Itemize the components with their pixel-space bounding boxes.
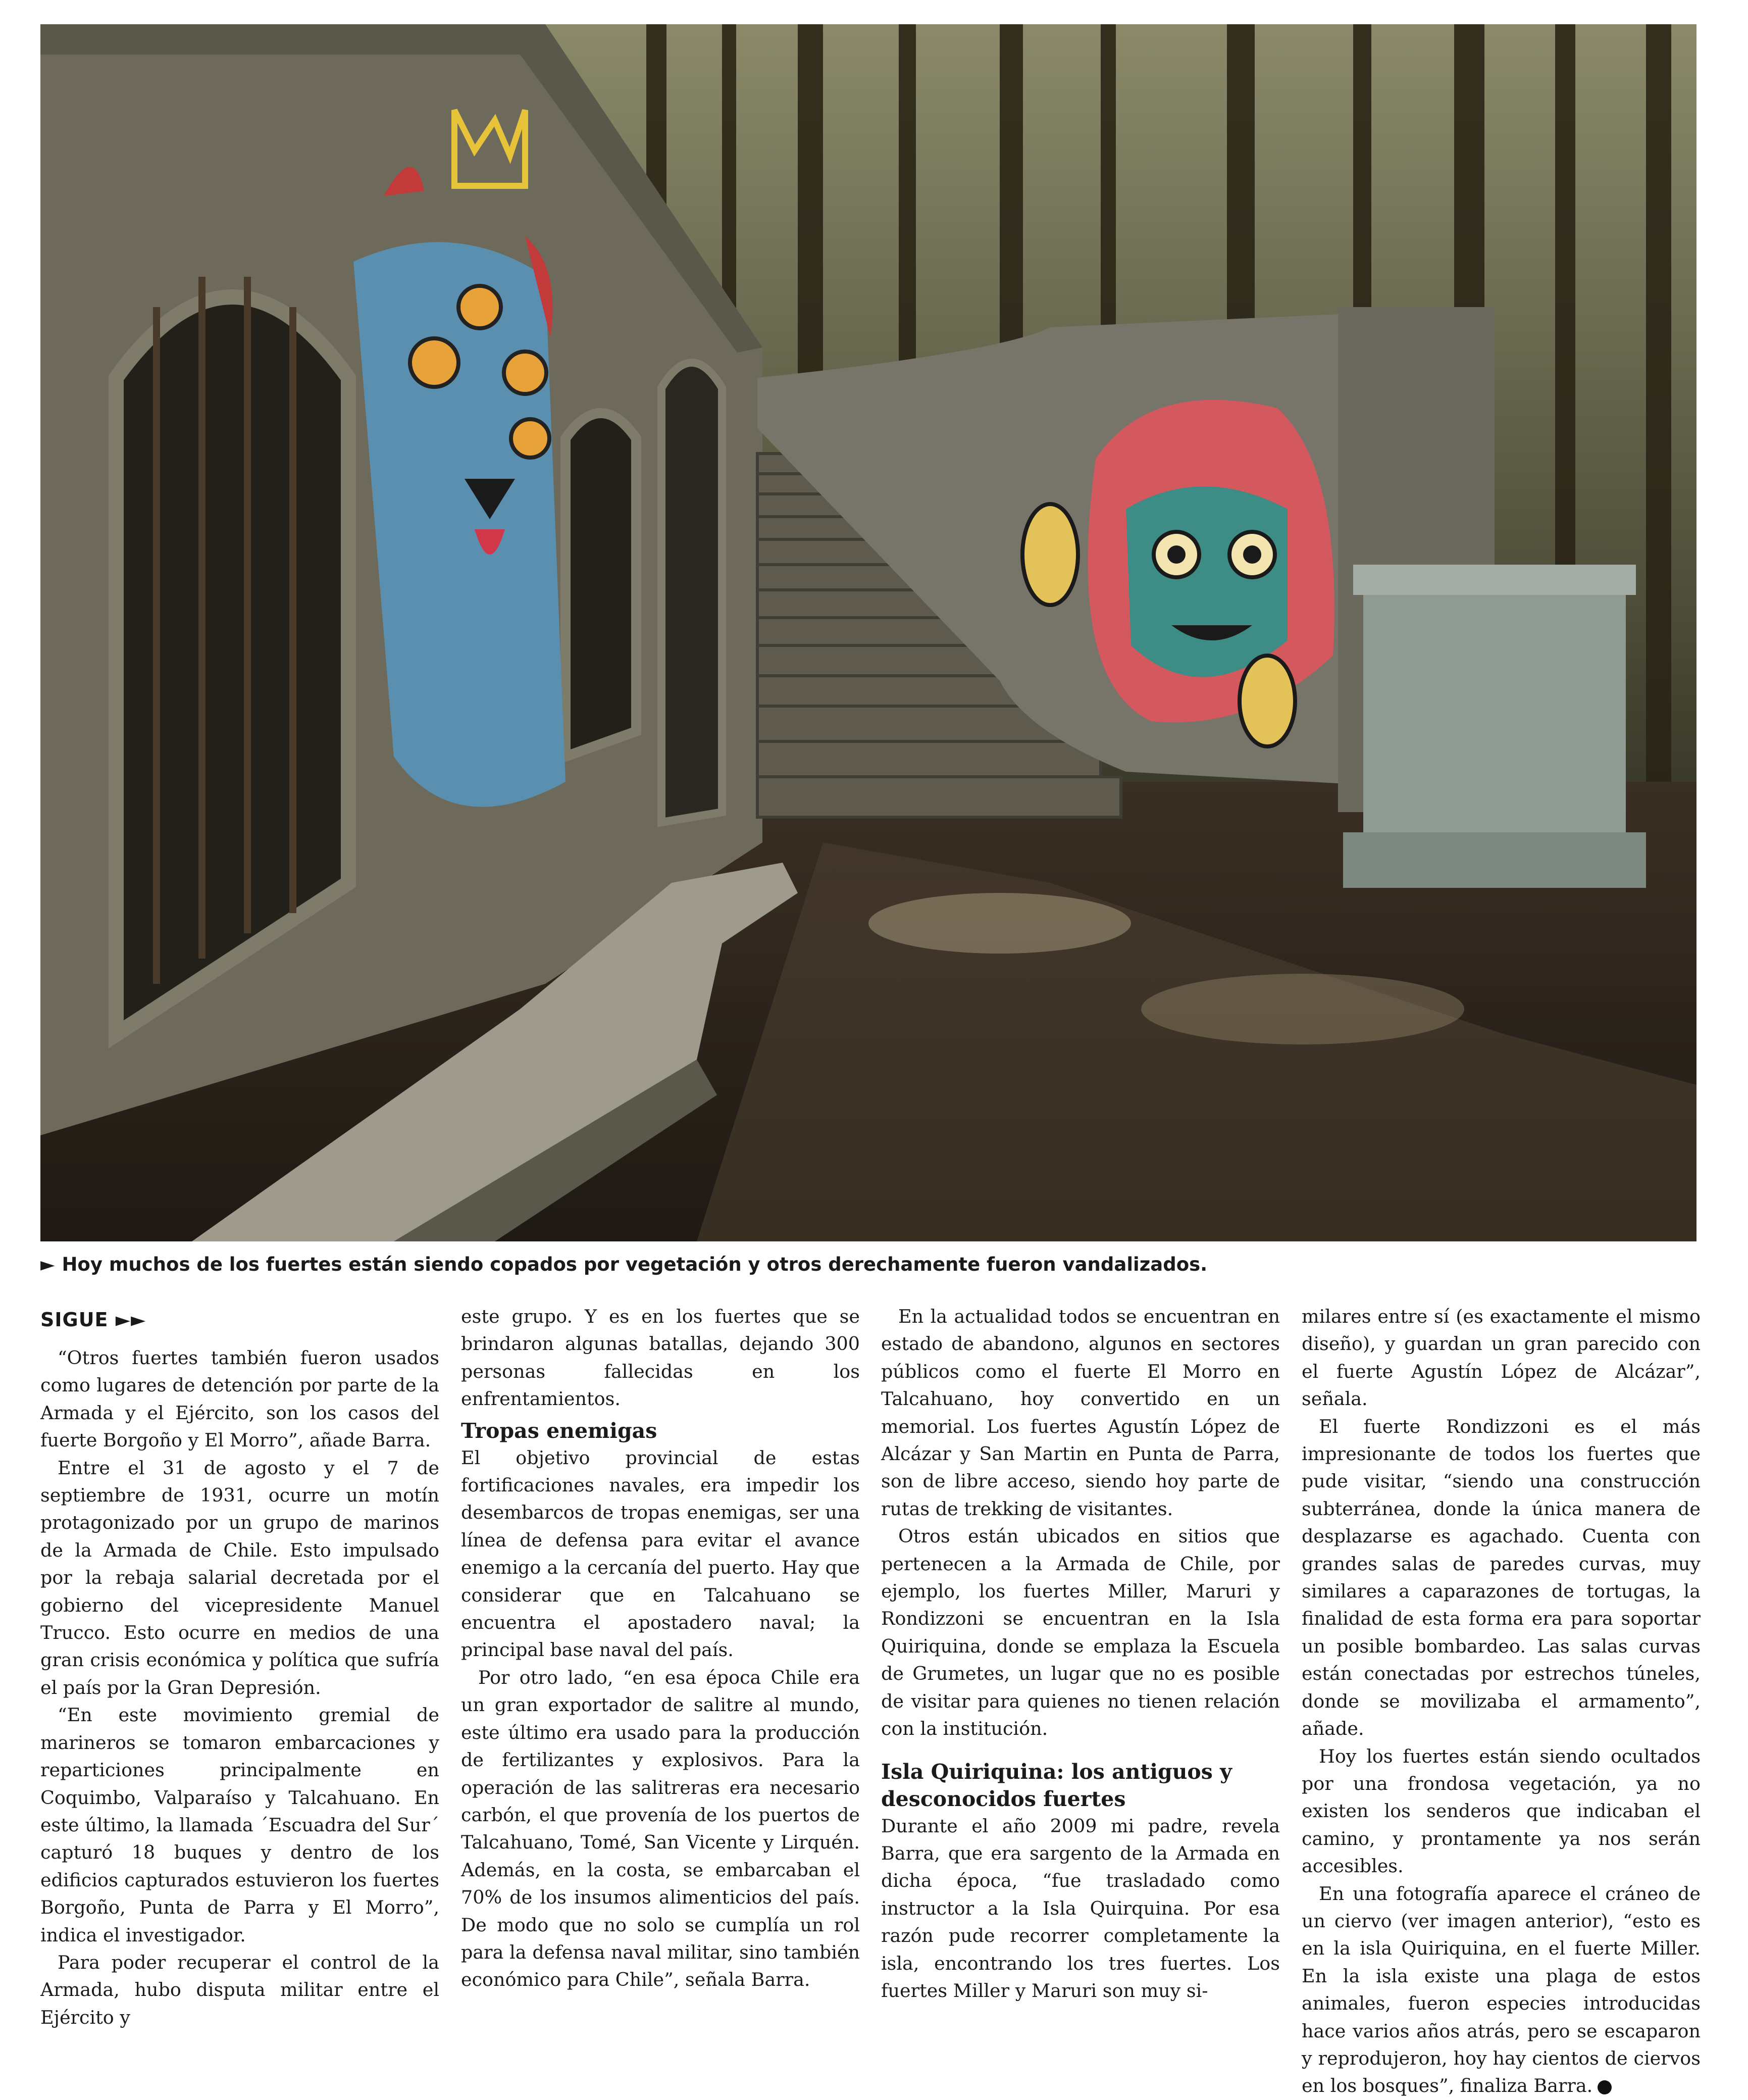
paragraph: Durante el año 2009 mi padre, revela Barra, que era sargento de la Armada en dicha época, “fue trasladado como instructor a la Isla Quirquina. Por esa razón pude recorrer completamente la isla, encontrando los tres fuertes. Los fuertes Miller y Maruri son muy si- (881, 1815, 1280, 2002)
caption-text: Hoy muchos de los fuertes están siendo copados por vegetación y otros derechamente fueron vandalizados. (62, 1254, 1208, 1275)
paragraph: Para poder recuperar el control de la Armada, hubo disputa militar entre el Ejército y (40, 1951, 439, 2028)
article-column-2 (461, 1303, 860, 1991)
article-column-4 (1302, 1303, 1701, 2097)
article-column-1 (40, 1303, 439, 2028)
paragraph: El fuerte Rondizzoni es el más impresionante de todos los fuertes que pude visitar, “siendo una construcción subterránea, donde la única manera de desplazarse es agachado. Cuenta con grandes salas de paredes curvas, muy similares a caparazones de tortugas, la finalidad de esta forma era para soportar un posible bombardeo. Las salas curvas están conectadas por estrechos túneles, donde se movilizaba el armamento”, añade. (1302, 1415, 1701, 1740)
fort-mural-illustration (40, 24, 1696, 1241)
sigue-label: SIGUE ►► (40, 1309, 146, 1331)
paragraph: Entre el 31 de agosto y el 7 de septiembre de 1931, ocurre un motín protagonizado por un grupo de marinos de la Armada de Chile. Esto impulsado por la rebaja salarial decretada por el gobierno del vicepresidente Manuel Trucco. Esto ocurre en medios de una gran crisis económica y política que sufría el país por la Gran Depresión. (40, 1457, 439, 1698)
article-photo (40, 24, 1696, 1241)
section-heading: Tropas enemigas (461, 1418, 657, 1443)
paragraph: milares entre sí (es exactamente el mismo diseño), y guardan un gran parecido con el fuerte Agustín López de Alcázar”, señala. (1302, 1306, 1701, 1410)
paragraph: Hoy los fuertes están siendo ocultados por una frondosa vegetación, ya no existen los senderos que indicaban el camino, y prontamente ya nos serán accesibles. (1302, 1745, 1701, 1877)
paragraph-text: En una fotografía aparece el cráneo de un ciervo (ver imagen anterior), “esto es en la isla Quiriquina, en el fuerte Miller. En la isla existe una plaga de estos animales, fueron especies introducidas hace varios años atrás, pero se escaparon y reprodujeron, hoy hay cientos de ciervos en los bosques”, finaliza Barra. (1302, 1882, 1701, 2097)
paragraph (1302, 1880, 1701, 2100)
section-heading: Isla Quiriquina: los antiguos y desconocidos fuertes (881, 1759, 1232, 1811)
paragraph: “En este movimiento gremial de marineros se tomaron embarcaciones y reparticiones principalmente en Coquimbo, Valparaíso y Talcahuano. En este último, la llamada ´Escuadra del Sur´ capturó 18 buques y dentro de los edificios capturados estuvieron los fuertes Borgoño, Punta de Parra y El Morro”, indica el investigador. (40, 1704, 439, 1946)
caption-arrow-icon: ► (40, 1254, 55, 1275)
paragraph: Otros están ubicados en sitios que pertenecen a la Armada de Chile, por ejemplo, los fuertes Miller, Maruri y Rondizzoni se encuentran en la Isla Quiriquina, donde se emplaza la Escuela de Grumetes, un lugar que no es posible de visitar para quienes no tienen relación con la institución. (881, 1525, 1280, 1740)
end-of-article-icon (1598, 2080, 1612, 2094)
paragraph: En la actualidad todos se encuentran en estado de abandono, algunos en sectores públicos como el fuerte El Morro en Talcahuano, hoy convertido en un memorial. Los fuertes Agustín López de Alcázar y San Martin en Punta de Parra, son de libre acceso, siendo hoy parte de rutas de trekking de visitantes. (881, 1306, 1280, 1520)
paragraph: este grupo. Y es en los fuertes que se brindaron algunas batallas, dejando 300 personas fallecidas en los enfrentamientos. (461, 1306, 860, 1410)
photo-caption (40, 1249, 1696, 1280)
paragraph: El objetivo provincial de estas fortificaciones navales, era impedir los desembarcos de tropas enemigas, ser una línea de defensa para evitar el avance enemigo a la cercanía del puerto. Hay que considerar que en Talcahuano se encuentra el apostadero naval; la principal base naval del país. (461, 1446, 860, 1661)
paragraph: “Otros fuertes también fueron usados como lugares de detención por parte de la Armada y el Ejército, son los casos del fuerte Borgoño y El Morro”, añade Barra. (40, 1347, 439, 1452)
paragraph: Por otro lado, “en esa época Chile era un gran exportador de salitre al mundo, este último era usado para la producción de fertilizantes y explosivos. Para la operación de las salitreras era necesario carbón, el que provenía de los puertos de Talcahuano, Tomé, San Vicente y Lirquén. Además, en la costa, se embarcaban el 70% de los insumos alimenticios del país. De modo que no solo se cumplía un rol para la defensa naval militar, sino también económico para Chile”, señala Barra. (461, 1666, 860, 1991)
article-column-3 (881, 1303, 1280, 2002)
